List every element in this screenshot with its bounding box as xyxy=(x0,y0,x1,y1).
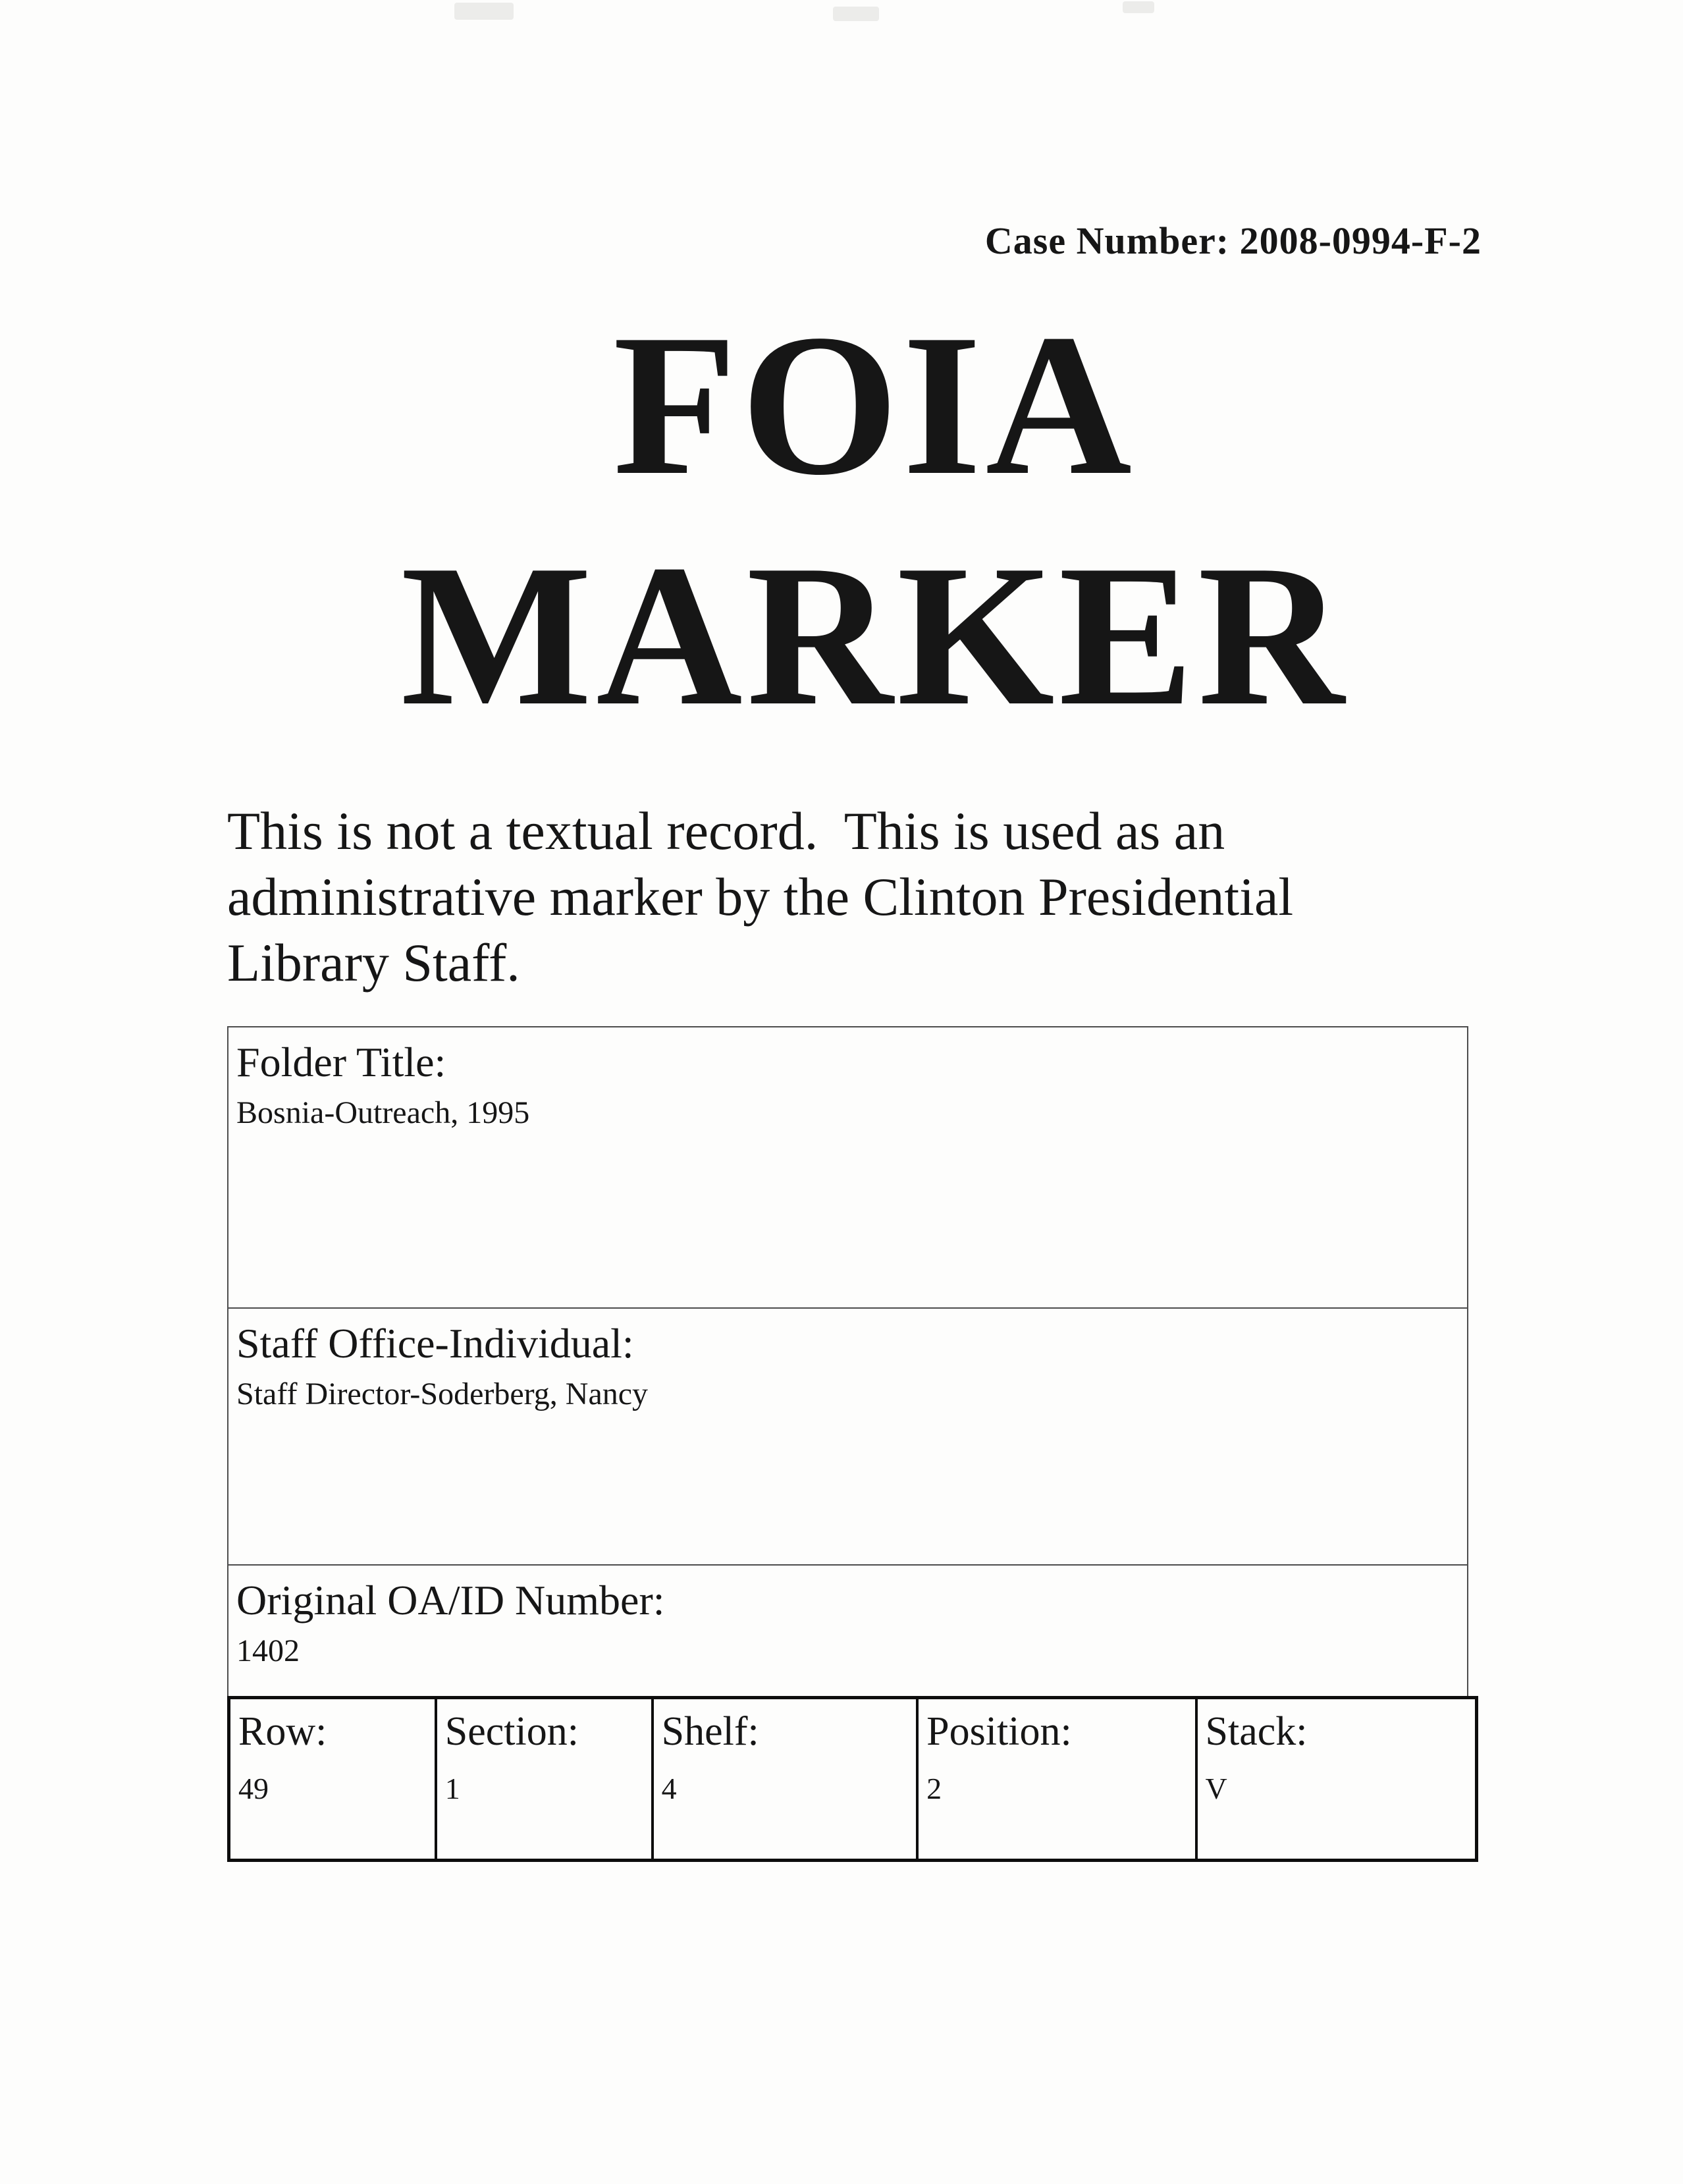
description-paragraph xyxy=(227,798,1293,996)
document-title xyxy=(66,290,1683,751)
folder-info-table xyxy=(227,1026,1468,1697)
info-row-folder-title xyxy=(228,1027,1467,1309)
stack-value: V xyxy=(1205,1772,1227,1805)
shelf-value: 4 xyxy=(661,1772,677,1805)
loc-cell-section xyxy=(437,1699,654,1859)
staff-office-label: Staff Office-Individual: xyxy=(236,1320,634,1367)
position-value: 2 xyxy=(926,1772,942,1805)
row-label: Row: xyxy=(238,1709,327,1754)
info-row-staff-office xyxy=(228,1309,1467,1566)
section-label: Section: xyxy=(444,1709,579,1754)
info-row-oa-id xyxy=(228,1566,1467,1697)
case-number: Case Number: 2008-0994-F-2 xyxy=(984,219,1482,262)
loc-cell-shelf xyxy=(654,1699,919,1859)
loc-cell-row xyxy=(230,1699,437,1859)
staff-office-value: Staff Director-Soderberg, Nancy xyxy=(236,1377,649,1411)
stack-label: Stack: xyxy=(1205,1709,1308,1754)
title-line-marker: MARKER xyxy=(400,523,1349,748)
folder-title-label: Folder Title: xyxy=(236,1039,446,1085)
loc-cell-position xyxy=(919,1699,1197,1859)
description-line: Library Staff. xyxy=(227,933,520,993)
loc-cell-stack xyxy=(1198,1699,1475,1859)
scan-artifact xyxy=(1123,1,1154,13)
folder-title-value: Bosnia-Outreach, 1995 xyxy=(236,1095,530,1130)
title-line-foia: FOIA xyxy=(613,292,1136,517)
oa-id-label: Original OA/ID Number: xyxy=(236,1577,665,1624)
section-value: 1 xyxy=(444,1772,460,1805)
oa-id-value: 1402 xyxy=(236,1633,300,1668)
scan-artifact xyxy=(454,3,514,20)
position-label: Position: xyxy=(926,1709,1072,1754)
row-value: 49 xyxy=(238,1772,269,1805)
description-line: administrative marker by the Clinton Presidential xyxy=(227,867,1294,927)
shelf-label: Shelf: xyxy=(661,1709,759,1754)
location-table xyxy=(227,1696,1478,1862)
description-line: This is not a textual record. This is used as an xyxy=(227,801,1225,861)
scan-artifact xyxy=(833,7,879,21)
